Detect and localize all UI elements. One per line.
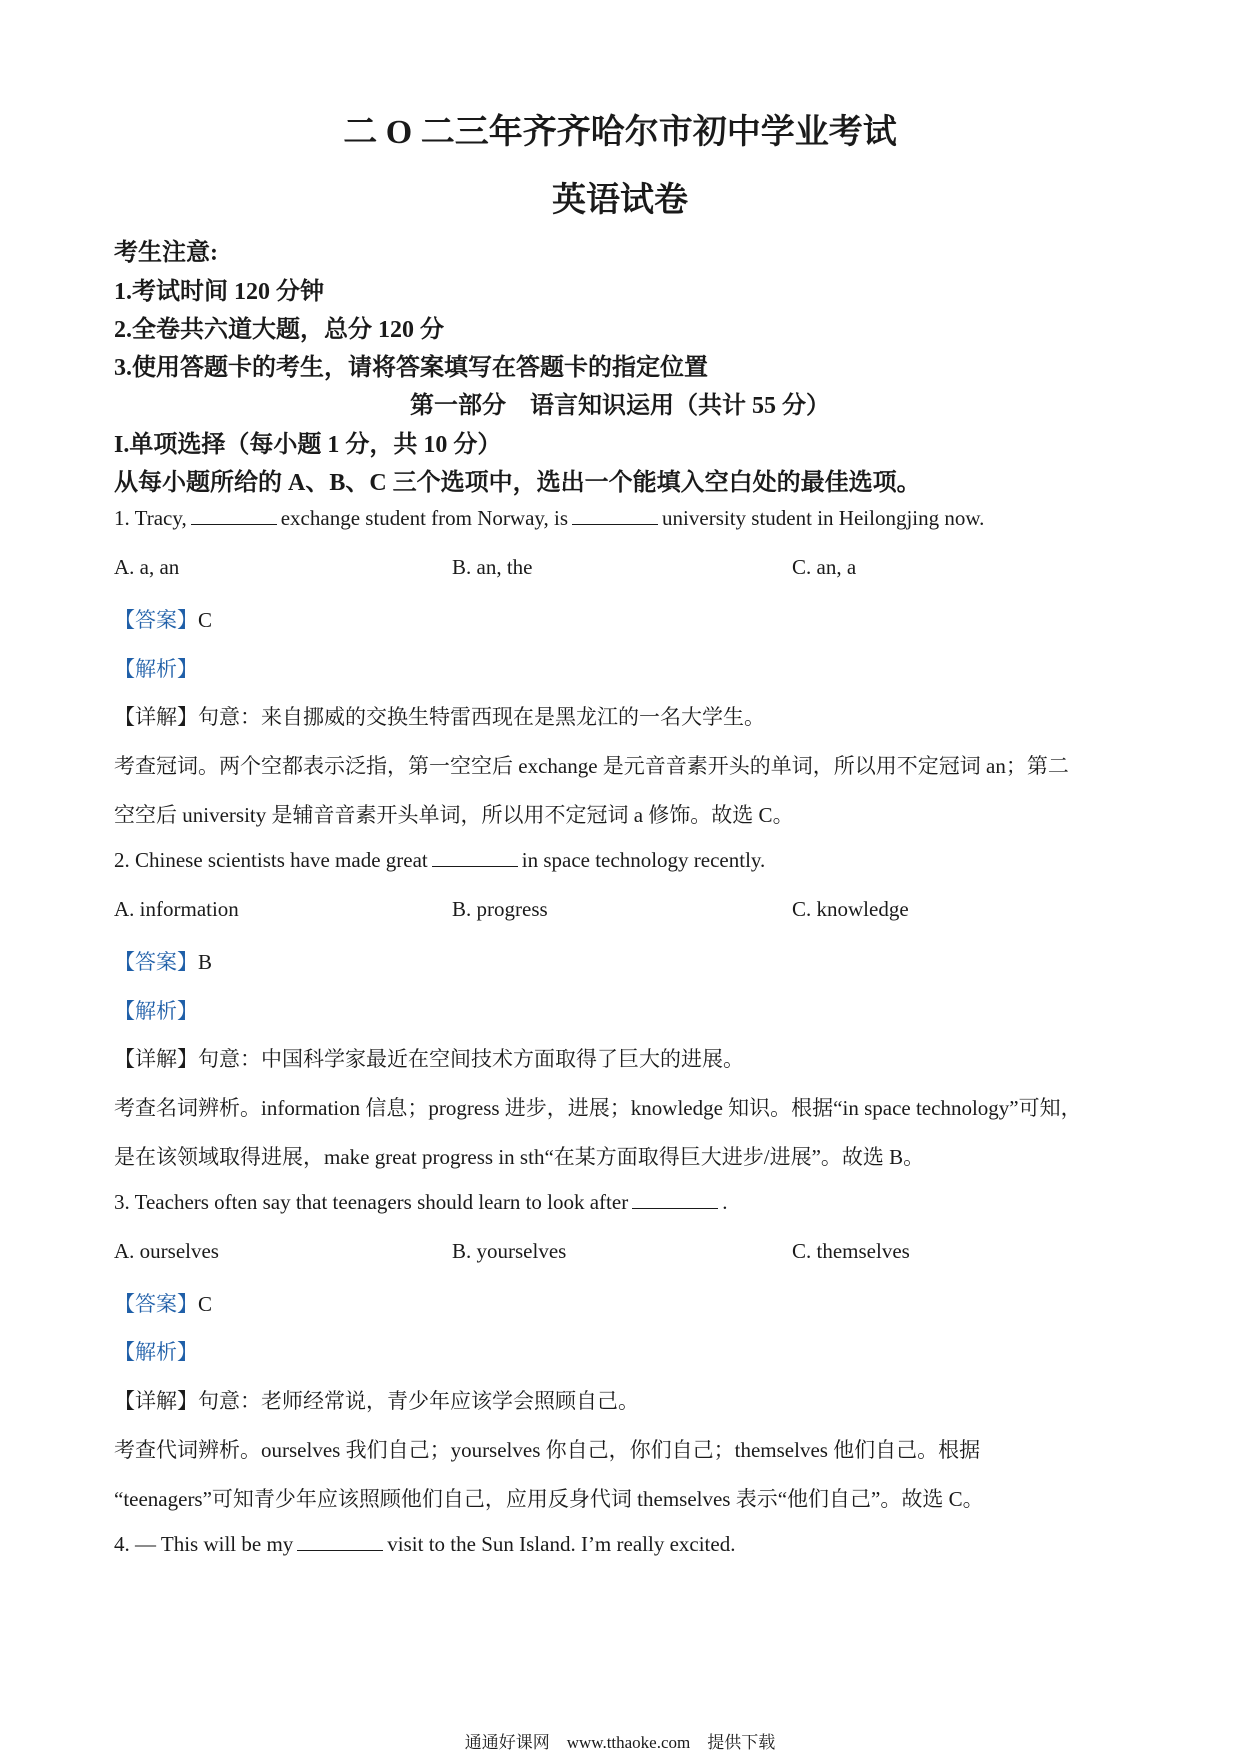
notice-item: 2.全卷共六道大题，总分 120 分 bbox=[114, 317, 444, 343]
analysis-label: 【解析】 bbox=[114, 999, 198, 1023]
question-stem: 4. — This will be my visit to the Sun Island. I’m really excited. bbox=[114, 1532, 736, 1556]
explanation-line: 【详解】句意：中国科学家最近在空间技术方面取得了巨大的进展。 bbox=[114, 1047, 744, 1071]
section-heading: I.单项选择（每小题 1 分，共 10 分） bbox=[114, 432, 502, 458]
explanation-line: 【详解】句意：来自挪威的交换生特雷西现在是黑龙江的一名大学生。 bbox=[114, 705, 765, 729]
analysis-label: 【解析】 bbox=[114, 657, 198, 681]
answer-blank bbox=[297, 1534, 383, 1551]
answer-blank bbox=[432, 850, 518, 867]
answer-label: 【答案】 bbox=[114, 1292, 198, 1316]
answer-value: B bbox=[198, 950, 213, 974]
exam-title: 二 O 二三年齐齐哈尔市初中学业考试 bbox=[343, 114, 897, 151]
option-c: C. an, a bbox=[792, 555, 857, 579]
option-c: C. knowledge bbox=[792, 897, 909, 921]
analysis-label: 【解析】 bbox=[114, 1340, 198, 1364]
explanation-line: 是在该领域取得进展，make great progress in sth“在某方面取得巨大进步/进展”。故选 B。 bbox=[114, 1145, 925, 1169]
page-footer: 通通好课网 www.tthaoke.com 提供下载 bbox=[464, 1733, 776, 1752]
question-stem: 2. Chinese scientists have made great in space technology recently. bbox=[114, 848, 766, 872]
explanation-line: 空空后 university 是辅音音素开头单词，所以用不定冠词 a 修饰。故选 C。 bbox=[114, 803, 794, 827]
answer-label: 【答案】 bbox=[114, 608, 198, 632]
answer-value: C bbox=[198, 608, 213, 632]
option-b: B. yourselves bbox=[452, 1239, 567, 1263]
answer-line bbox=[114, 604, 212, 634]
option-a: A. a, an bbox=[114, 555, 180, 579]
answer-value: C bbox=[198, 1292, 213, 1316]
section-instruction: 从每小题所给的 A、B、C 三个选项中，选出一个能填入空白处的最佳选项。 bbox=[114, 470, 921, 496]
part-heading: 第一部分 语言知识运用（共计 55 分） bbox=[410, 393, 830, 419]
option-c: C. themselves bbox=[792, 1239, 910, 1263]
notice-item: 3.使用答题卡的考生，请将答案填写在答题卡的指定位置 bbox=[114, 355, 708, 381]
explanation-line: 考查冠词。两个空都表示泛指，第一空空后 exchange 是元音音素开头的单词，所以用不定冠词 an；第二 bbox=[114, 754, 1069, 778]
explanation-line: 考查代词辨析。ourselves 我们自己；yourselves 你自己，你们自己；themselves 他们自己。根据 bbox=[114, 1438, 981, 1462]
option-a: A. information bbox=[114, 897, 239, 921]
answer-blank bbox=[191, 508, 277, 525]
notice-item: 1.考试时间 120 分钟 bbox=[114, 279, 324, 305]
answer-label: 【答案】 bbox=[114, 950, 198, 974]
explanation-line: 考查名词辨析。information 信息；progress 进步，进展；knowledge 知识。根据“in space technology”可知， bbox=[114, 1096, 1082, 1120]
option-a: A. ourselves bbox=[114, 1239, 219, 1263]
explanation-line: “teenagers”可知青少年应该照顾他们自己，应用反身代词 themselves 表示“他们自己”。故选 C。 bbox=[114, 1487, 984, 1511]
answer-line bbox=[114, 946, 212, 976]
question-stem: 3. Teachers often say that teenagers should learn to look after . bbox=[114, 1190, 728, 1214]
answer-blank bbox=[572, 508, 658, 525]
answer-line bbox=[114, 1288, 212, 1318]
explanation-line: 【详解】句意：老师经常说，青少年应该学会照顾自己。 bbox=[114, 1389, 639, 1413]
question-stem: 1. Tracy, exchange student from Norway, is university student in Heilongjing now. bbox=[114, 506, 985, 530]
answer-blank bbox=[632, 1192, 718, 1209]
notice-heading: 考生注意: bbox=[114, 240, 218, 266]
option-b: B. progress bbox=[452, 897, 548, 921]
exam-subtitle: 英语试卷 bbox=[552, 182, 688, 219]
option-b: B. an, the bbox=[452, 555, 533, 579]
